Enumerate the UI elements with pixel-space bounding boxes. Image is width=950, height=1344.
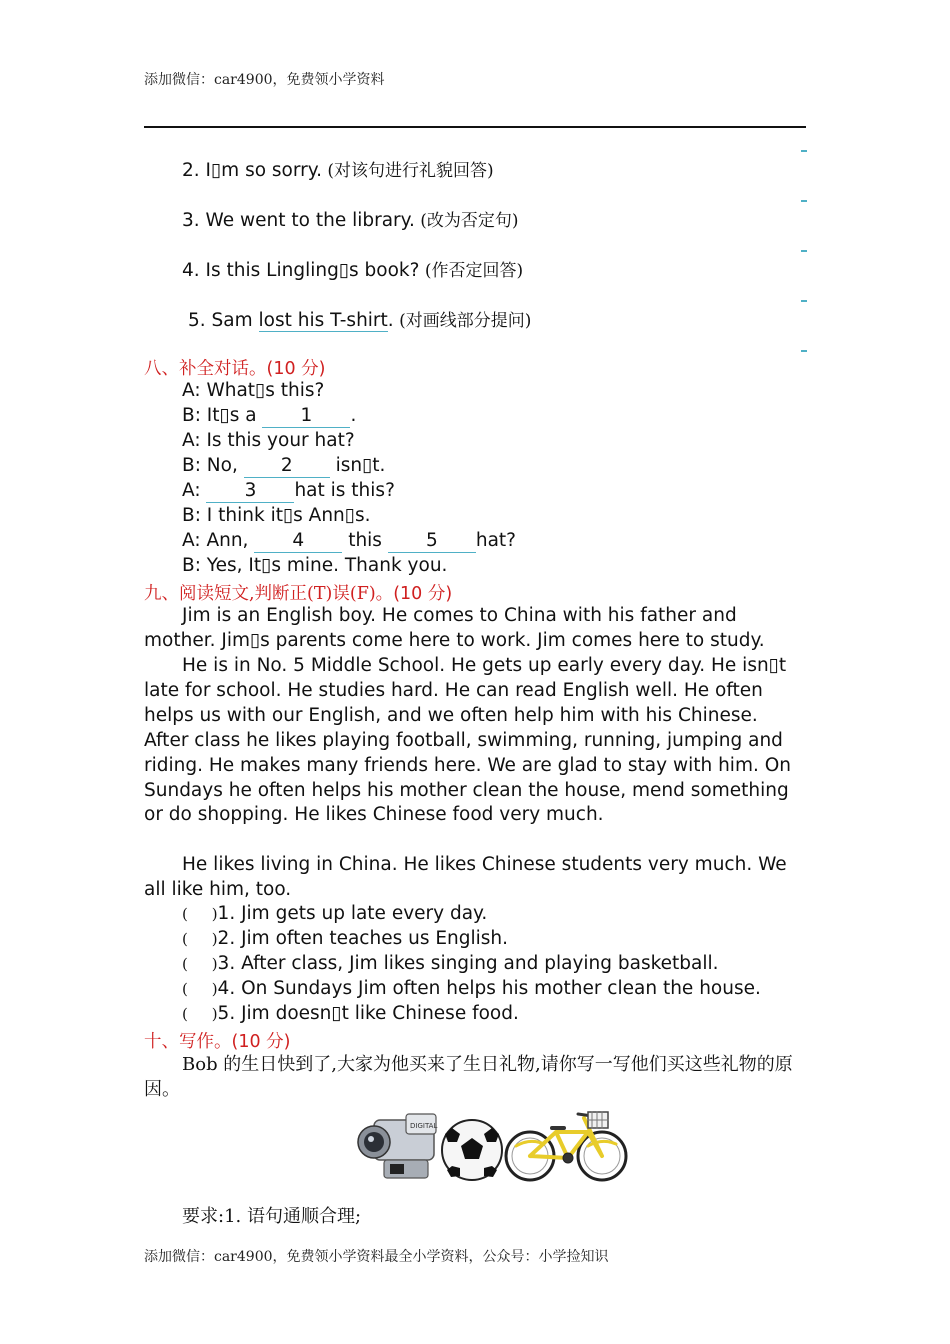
dialogue-line: A: Is this your hat?	[182, 430, 355, 451]
rewrite-item-2	[182, 156, 494, 181]
tf-question-text: 5. Jim doesn▯t like Chinese food.	[217, 1003, 519, 1024]
dialogue-text: hat is this?	[294, 480, 395, 501]
answer-blank-5[interactable]: 5	[388, 530, 476, 553]
dialogue-text: .	[350, 405, 357, 426]
item-text: Is this Lingling▯s book?	[205, 260, 420, 281]
margin-mark	[801, 250, 807, 252]
section-title-reading	[144, 580, 452, 605]
answer-parentheses[interactable]: ( )	[182, 905, 218, 923]
item-instruction: (作否定回答)	[419, 261, 524, 281]
dialogue-text: B: No,	[182, 455, 244, 476]
item-instruction: (改为否定句)	[414, 211, 519, 231]
item-text: We went to the library.	[205, 210, 415, 231]
section-label: 九、阅读短文,判断正(T)误(F)。	[144, 584, 394, 604]
tf-question-text: 4. On Sundays Jim often helps his mother clean the house.	[217, 978, 761, 999]
section-label: 八、补全对话。	[144, 359, 267, 379]
rewrite-item-4	[182, 256, 523, 281]
item-number: 2.	[182, 160, 206, 181]
item-text: Sam	[211, 310, 259, 331]
answer-blank-2[interactable]: 2	[244, 455, 330, 478]
section-title-writing	[144, 1028, 291, 1053]
header-note: 添加微信：car4900，免费领小学资料	[144, 72, 385, 88]
dialogue-text: hat?	[475, 530, 516, 551]
item-text: I▯m so sorry.	[205, 160, 322, 181]
reading-paragraph-1: Jim is an English boy. He comes to China with his father and mother. Jim▯s parents come here to work. Jim comes here to study.	[144, 605, 765, 651]
dialogue-line	[182, 405, 356, 428]
reading-paragraph-3: He likes living in China. He likes Chinese students very much. We all like him, too.	[144, 854, 787, 900]
answer-blank-3[interactable]: 3	[206, 480, 294, 503]
tf-question	[182, 1003, 519, 1024]
tf-question	[182, 953, 719, 974]
tf-question	[182, 928, 508, 949]
item-number: 4.	[182, 260, 206, 281]
dialogue-line	[182, 480, 395, 503]
dialogue-line: A: What▯s this?	[182, 380, 325, 401]
writing-prompt: Bob 的生日快到了,大家为他买来了生日礼物,请你写一写他们买这些礼物的原因。	[144, 1054, 793, 1100]
dialogue-line	[182, 455, 385, 478]
dialogue-line: B: Yes, It▯s mine. Thank you.	[182, 555, 448, 576]
tf-question	[182, 903, 487, 924]
margin-mark	[801, 150, 807, 152]
section-label: 十、写作。	[144, 1032, 232, 1052]
answer-parentheses[interactable]: ( )	[182, 955, 218, 973]
footer-note: 添加微信：car4900，免费领小学资料最全小学资料，公众号：小学捡知识	[144, 1249, 609, 1265]
video-camera-icon	[358, 1114, 437, 1178]
answer-parentheses[interactable]: ( )	[182, 930, 218, 948]
tf-question	[182, 978, 761, 999]
dialogue-text: A: Ann,	[182, 530, 255, 551]
dialogue-text: B: It▯s a	[182, 405, 263, 426]
margin-mark	[801, 300, 807, 302]
rewrite-item-5	[188, 306, 531, 331]
reading-paragraph-2: He is in No. 5 Middle School. He gets up early every day. He isn▯t late for school. He studies hard. He can read English well. He often helps us with our English, and we often help him with his Chinese. After class he likes playing football, swimming, running, jumping and riding. He makes many friends here. We are glad to stay with him. On Sundays he often helps his mother clean the house, mend something or do shopping. He likes Chinese food very much.	[144, 655, 792, 826]
section-score: (10 分)	[266, 359, 326, 379]
dialogue-text: A:	[182, 480, 207, 501]
camera-label: DIGITAL	[410, 1122, 438, 1130]
item-instruction: (对该句进行礼貌回答)	[321, 161, 494, 181]
answer-parentheses[interactable]: ( )	[182, 980, 218, 998]
tf-question-text: 2. Jim often teaches us English.	[217, 928, 509, 949]
writing-requirement: 要求:1. 语句通顺合理;	[182, 1206, 362, 1227]
dialogue-line: B: I think it▯s Ann▯s.	[182, 505, 371, 526]
answer-parentheses[interactable]: ( )	[182, 1005, 218, 1023]
item-text: .	[387, 310, 394, 331]
item-number: 3.	[182, 210, 206, 231]
rewrite-item-3	[182, 206, 519, 231]
dialogue-line	[182, 530, 516, 553]
bicycle-icon	[506, 1112, 626, 1180]
section-score: (10 分)	[393, 584, 453, 604]
item-number: 5.	[188, 310, 212, 331]
underlined-phrase: lost his T-shirt	[258, 310, 388, 331]
header-rule	[144, 126, 806, 128]
dialogue-text: isn▯t.	[329, 455, 386, 476]
answer-blank-4[interactable]: 4	[254, 530, 342, 553]
section-score: (10 分)	[231, 1032, 291, 1052]
item-instruction: (对画线部分提问)	[393, 311, 532, 331]
soccer-ball-icon	[442, 1120, 502, 1180]
tf-question-text: 3. After class, Jim likes singing and playing basketball.	[217, 953, 719, 974]
margin-mark	[801, 350, 807, 352]
gift-illustrations	[356, 1098, 632, 1186]
answer-blank-1[interactable]: 1	[262, 405, 350, 428]
section-title-dialogue	[144, 355, 326, 380]
dialogue-text: this	[342, 530, 388, 551]
tf-question-text: 1. Jim gets up late every day.	[217, 903, 488, 924]
margin-mark	[801, 200, 807, 202]
